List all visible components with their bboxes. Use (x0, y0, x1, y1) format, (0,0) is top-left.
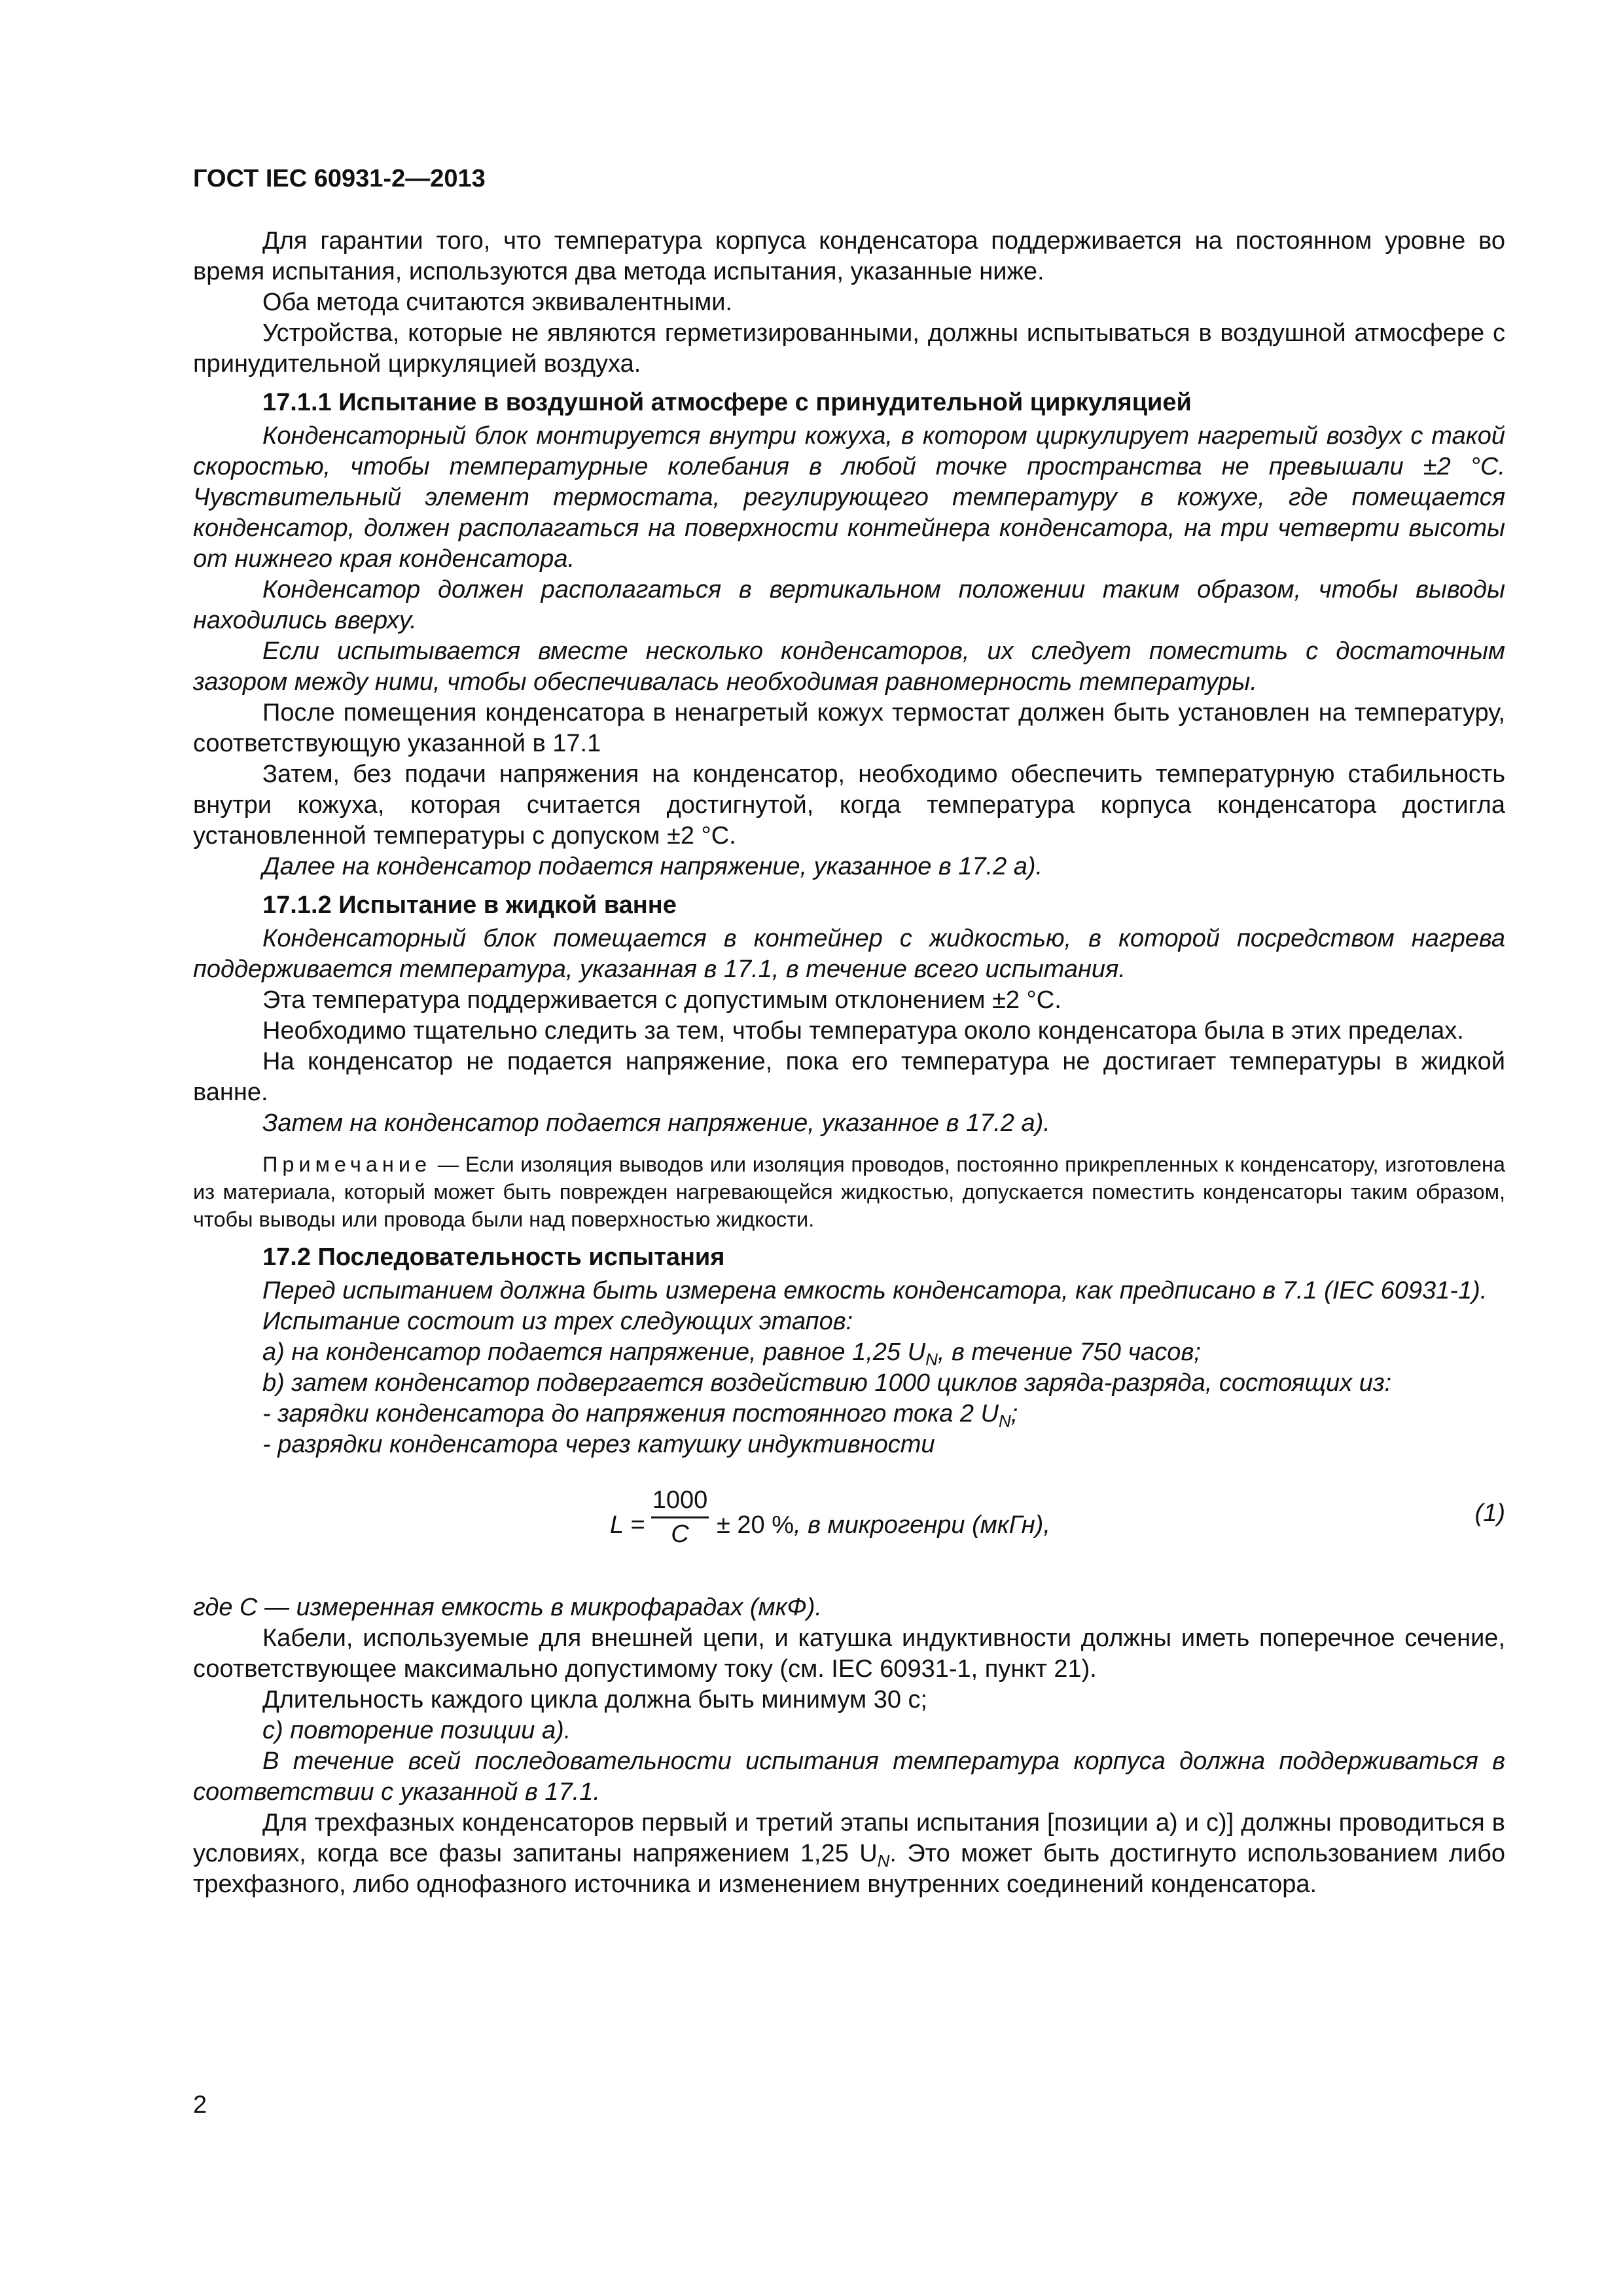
section-heading-17-1-1: 17.1.1 Испытание в воздушной атмосфере с принудительной циркуляцией (262, 389, 1192, 416)
list-item: b) затем конденсатор подвергается воздействию 1000 циклов заряда-разряда, состоящих из: (262, 1369, 1392, 1397)
formula-number: (1) (1474, 1499, 1505, 1527)
paragraph: Затем, без подачи напряжения на конденсатор, необходимо обеспечить температурную стабильность внутри кожуха, которая считается достигнутой, когда температура корпуса конденсатора достигла установленной температуры с допуском ±2 °С. (193, 761, 1505, 850)
page-number: 2 (193, 2091, 207, 2119)
paragraph: После помещения конденсатора в ненагретый кожух термостат должен быть установлен на температуру, соответствующую указанной в 17.1 (193, 699, 1505, 757)
formula-denominator: C (671, 1520, 689, 1548)
paragraph: Конденсаторный блок помещается в контейнер с жидкостью, в которой посредством нагрева поддерживается температура, указанная в 17.1, в течение всего испытания. (193, 925, 1505, 983)
paragraph: Эта температура поддерживается с допустимым отклонением ±2 °С. (262, 986, 1061, 1014)
formula-rhs: ± 20 %, в микрогенри (мкГн), (717, 1511, 1050, 1539)
formula-fraction (651, 1485, 709, 1550)
paragraph: Если испытывается вместе несколько конденсаторов, их следует поместить с достаточным зазором между ними, чтобы обеспечивалась необходимая равномерность температуры. (193, 637, 1505, 696)
formula-numerator: 1000 (651, 1485, 709, 1518)
paragraph: Перед испытанием должна быть измерена емкость конденсатора, как предписано в 7.1 (IEC 60931-1). (262, 1277, 1488, 1304)
paragraph: Для гарантии того, что температура корпуса конденсатора поддерживается на постоянном уровне во время испытания, используются два метода испытания, указанные ниже. (193, 227, 1505, 285)
paragraph: Далее на конденсатор подается напряжение, указанное в 17.2 а). (262, 853, 1043, 880)
section-heading-17-1-2: 17.1.2 Испытание в жидкой ванне (262, 891, 677, 919)
formula-lhs: L = (610, 1511, 645, 1539)
paragraph: Оба метода считаются эквивалентными. (262, 289, 732, 316)
note-text: — Если изоляция выводов или изоляция проводов, постоянно прикрепленных к конденсатору, изготовлена из материала, который может быть поврежден нагревающейся жидкостью, допускается поместить конденсаторы таким образом, чтобы выводы или провода были над поверхностью жидкости. (193, 1153, 1505, 1231)
paragraph: Конденсатор должен располагаться в вертикальном положении таким образом, чтобы выводы находились вверху. (193, 576, 1505, 634)
list-item: - зарядки конденсатора до напряжения постоянного тока 2 $U_N$; (262, 1400, 1018, 1431)
note (193, 1151, 1505, 1233)
formula-1 (193, 1485, 1505, 1568)
paragraph: Испытание состоит из трех следующих этапов: (262, 1308, 853, 1335)
paragraph: На конденсатор не подается напряжение, пока его температура не достигает температуры в жидкой ванне. (193, 1048, 1505, 1106)
note-label: Примечание (262, 1153, 432, 1176)
paragraph: Кабели, используемые для внешней цепи, и катушка индуктивности должны иметь поперечное сечение, соответствующее максимально допустимому току (см. IEC 60931-1, пункт 21). (193, 1624, 1505, 1683)
paragraph: Длительность каждого цикла должна быть минимум 30 с; (262, 1686, 928, 1713)
list-item: с) повторение позиции а). (262, 1717, 571, 1744)
paragraph: Устройства, которые не являются герметизированными, должны испытываться в воздушной атмосфере с принудительной циркуляцией воздуха. (193, 319, 1505, 378)
document-header: ГОСТ IEC 60931-2—2013 (193, 165, 486, 192)
paragraph: Конденсаторный блок монтируется внутри кожуха, в котором циркулирует нагретый воздух с такой скоростью, чтобы температурные колебания в любой точке пространства не превышали ±2 °С. Чувствительный элемент термостата, регулирующего температуру в кожухе, где помещается конденсатор, должен располагаться на поверхности контейнера конденсатора, на три четверти высоты от нижнего края конденсатора. (193, 422, 1505, 573)
paragraph: Затем на конденсатор подается напряжение, указанное в 17.2 а). (262, 1109, 1050, 1137)
list-item: a) на конденсатор подается напряжение, равное 1,25 $U_N$, в течение 750 часов; (262, 1338, 1201, 1369)
list-item: - разрядки конденсатора через катушку индуктивности (262, 1431, 935, 1458)
section-heading-17-2: 17.2 Последовательность испытания (262, 1244, 725, 1271)
paragraph: Необходимо тщательно следить за тем, чтобы температура около конденсатора была в этих пределах. (262, 1017, 1464, 1045)
paragraph: Для трехфазных конденсаторов первый и третий этапы испытания [позиции а) и с)] должны проводиться в условиях, когда все фазы запитаны напряжением 1,25 $U_N$. Это может быть достигнуто использованием либо трехфазного, либо однофазного источника и изменением внутренних соединений конденсатора. (193, 1809, 1505, 1898)
document-page (193, 164, 1505, 1900)
paragraph: где С — измеренная емкость в микрофарадах (мкФ). (193, 1594, 822, 1621)
paragraph: В течение всей последовательности испытания температура корпуса должна поддерживаться в соответствии с указанной в 17.1. (193, 1748, 1505, 1806)
